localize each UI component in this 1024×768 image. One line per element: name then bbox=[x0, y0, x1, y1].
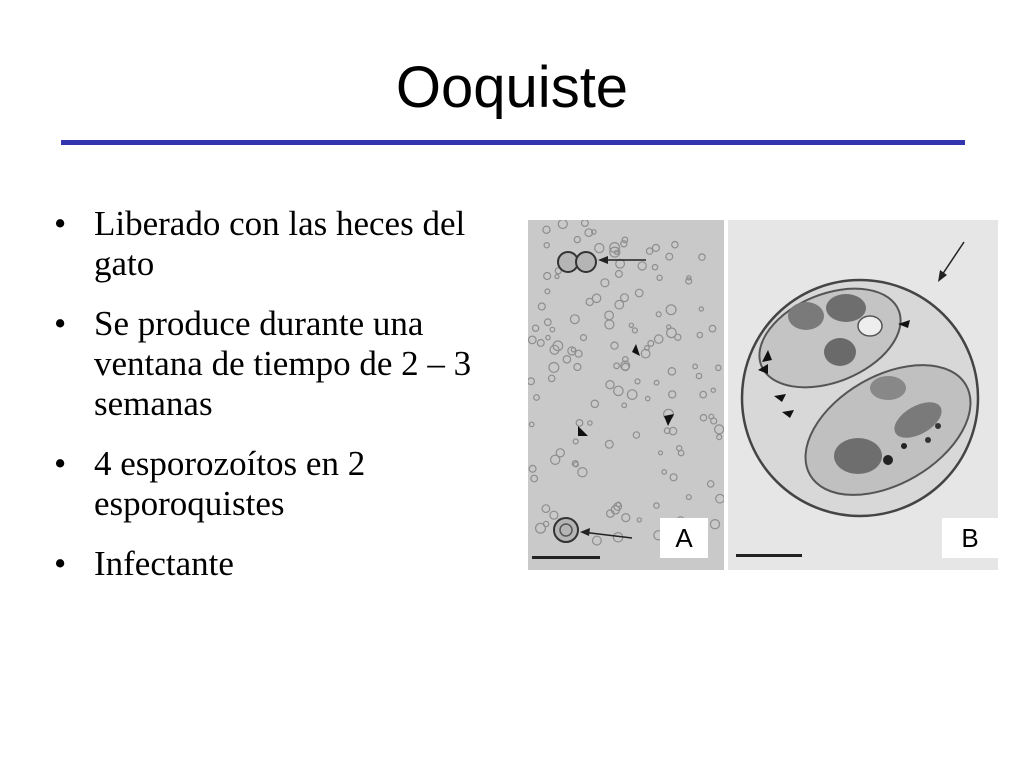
oocyst-micrograph-figure bbox=[528, 220, 998, 570]
title-underline bbox=[61, 140, 965, 145]
bullet-item bbox=[54, 304, 474, 424]
slide-title: Ooquiste bbox=[395, 55, 629, 120]
bullet-dot: • bbox=[54, 544, 67, 583]
bullet-text: Se produce durante una ventana de tiempo de 2 – 3 semanas bbox=[94, 304, 472, 423]
bullet-list bbox=[54, 204, 474, 604]
bullet-dot: • bbox=[54, 444, 67, 483]
micrograph-panel-a bbox=[528, 220, 724, 570]
bullet-item bbox=[54, 444, 474, 524]
bullet-text: 4 esporozoítos en 2 esporoquistes bbox=[94, 444, 366, 523]
bullet-text: Liberado con las heces del gato bbox=[94, 204, 466, 283]
bullet-item bbox=[54, 204, 474, 284]
panel-label-a: A bbox=[660, 518, 708, 558]
bullet-dot: • bbox=[54, 204, 67, 243]
bullet-dot: • bbox=[54, 304, 67, 343]
bullet-text: Infectante bbox=[94, 544, 234, 583]
panel-label-b: B bbox=[942, 518, 998, 558]
micrograph-panel-b bbox=[728, 220, 998, 570]
bullet-item bbox=[54, 544, 474, 584]
